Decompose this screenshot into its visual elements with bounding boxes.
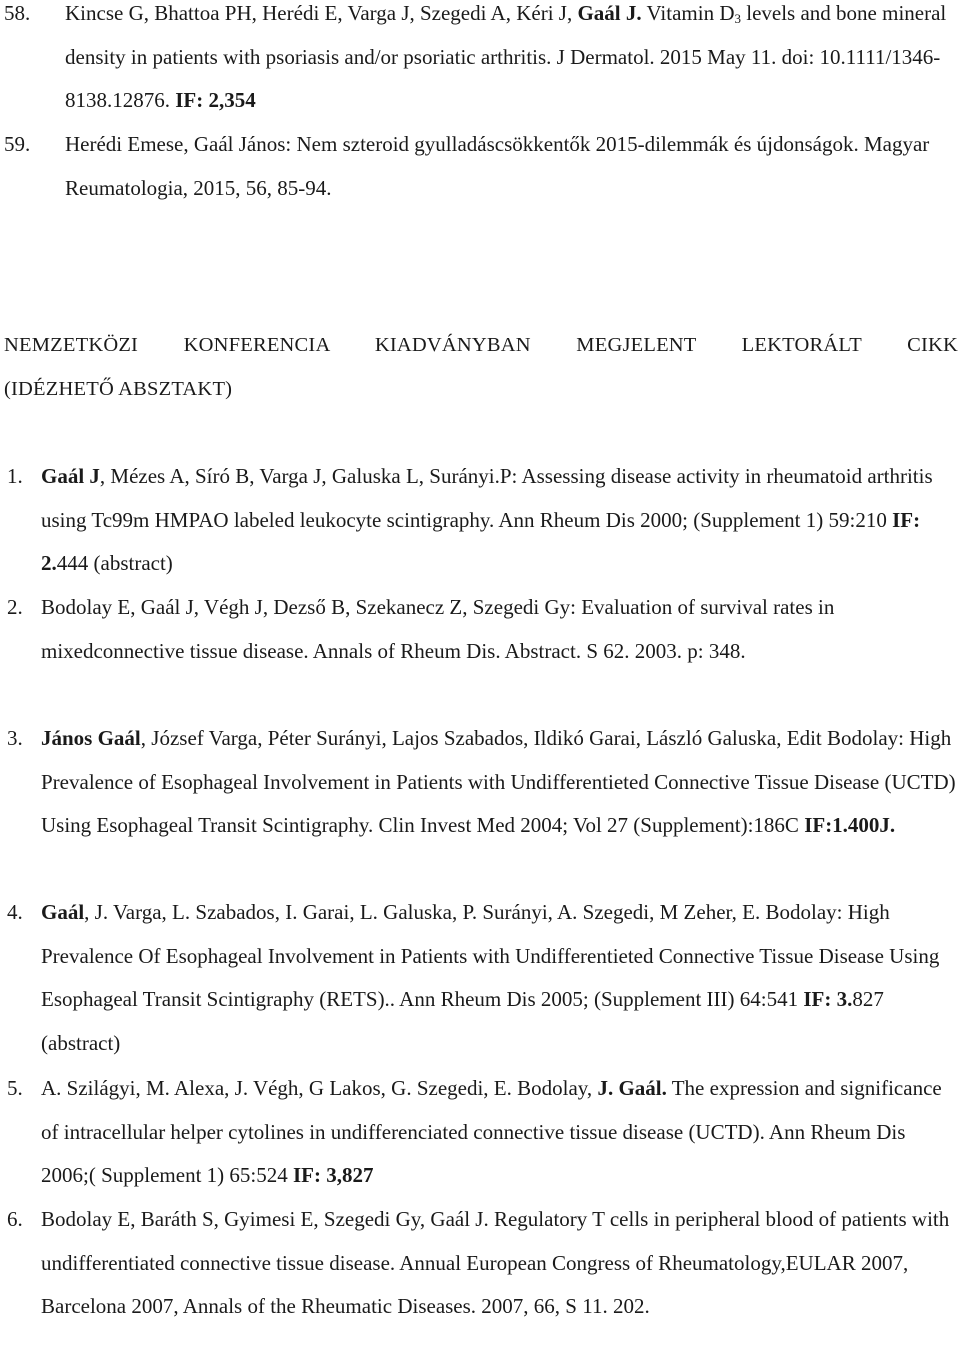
section-heading xyxy=(4,324,958,411)
reference-text: János Gaál, József Varga, Péter Surányi, Lajos Szabados, Ildikó Garai, László Galuska, Edit Bodolay: High Prevalence of Esophageal Involvement in Patients with Undifferentieted Connective Tissue Disease (UCTD) Using Esophageal Transit Scintigraphy. Clin Invest Med 2004; Vol 27 (Supplement):186C IF:1.400J. xyxy=(41,726,956,837)
conference-reference-6 xyxy=(0,1198,958,1329)
reference-59 xyxy=(0,123,958,210)
conference-reference-5 xyxy=(0,1067,958,1198)
reference-number: 58. xyxy=(4,1,31,25)
reference-text: Bodolay E, Baráth S, Gyimesi E, Szegedi Gy, Gaál J. Regulatory T cells in peripheral blood of patients with undifferentiated connective tissue disease. Annual European Congress of Rheumatology,EULAR 2007, Barcelona 2007, Annals of the Rheumatic Diseases. 2007, 66, S 11. 202. xyxy=(41,1207,950,1318)
conference-reference-1 xyxy=(0,455,958,586)
reference-number: 3. xyxy=(7,726,23,750)
section-heading-line1: NEMZETKÖZI KONFERENCIA KIADVÁNYBAN MEGJELENT LEKTORÁLT CIKK xyxy=(4,334,958,356)
conference-reference-4 xyxy=(0,891,958,1065)
reference-text: Kincse G, Bhattoa PH, Herédi E, Varga J, Szegedi A, Kéri J, Gaál J. Vitamin $D_3$ levels and bone mineral density in patients with psoriasis and/or psoriatic arthritis. J Dermatol. 2015 May 11. doi: 10.1111/1346-8138.12876. IF: 2,354 xyxy=(65,1,947,112)
reference-number: 59. xyxy=(4,132,31,156)
reference-number: 6. xyxy=(7,1207,23,1231)
reference-text: Bodolay E, Gaál J, Végh J, Dezső B, Szekanecz Z, Szegedi Gy: Evaluation of survival rates in mixedconnective tissue disease. Annals of Rheum Dis. Abstract. S 62. 2003. p: 348. xyxy=(41,595,835,663)
conference-reference-2 xyxy=(0,586,958,673)
reference-text: Herédi Emese, Gaál János: Nem szteroid gyulladáscsökkentők 2015-dilemmák és újdonságok. Magyar Reumatologia, 2015, 56, 85-94. xyxy=(65,132,930,200)
reference-58 xyxy=(0,0,958,123)
reference-text: Gaál J, Mézes A, Síró B, Varga J, Galuska L, Surányi.P: Assessing disease activity in rheumatoid arthritis using Tc99m HMPAO labeled leukocyte scintigraphy. Ann Rheum Dis 2000; (Supplement 1) 59:210 IF: 2.444 (abstract) xyxy=(41,464,933,575)
reference-text: Gaál, J. Varga, L. Szabados, I. Garai, L. Galuska, P. Surányi, A. Szegedi, M Zeher, E. Bodolay: High Prevalence Of Esophageal Involvement in Patients with Undifferentieted Connective Tissue Disease Using Esophageal Transit Scintigraphy (RETS).. Ann Rheum Dis 2005; (Supplement III) 64:541 IF: 3.827 (abstract) xyxy=(41,900,940,1055)
reference-number: 2. xyxy=(7,595,23,619)
reference-number: 1. xyxy=(7,464,23,488)
conference-reference-3 xyxy=(0,717,958,848)
reference-number: 4. xyxy=(7,900,23,924)
reference-text: A. Szilágyi, M. Alexa, J. Végh, G Lakos, G. Szegedi, E. Bodolay, J. Gaál. The expression and significance of intracellular helper cytolines in undifferenciated connective tissue disease (UCTD). Ann Rheum Dis 2006;( Supplement 1) 65:524 IF: 3,827 xyxy=(41,1076,942,1187)
section-heading-line2: (IDÉZHETŐ ABSZTAKT) xyxy=(4,377,233,400)
reference-number: 5. xyxy=(7,1076,23,1100)
